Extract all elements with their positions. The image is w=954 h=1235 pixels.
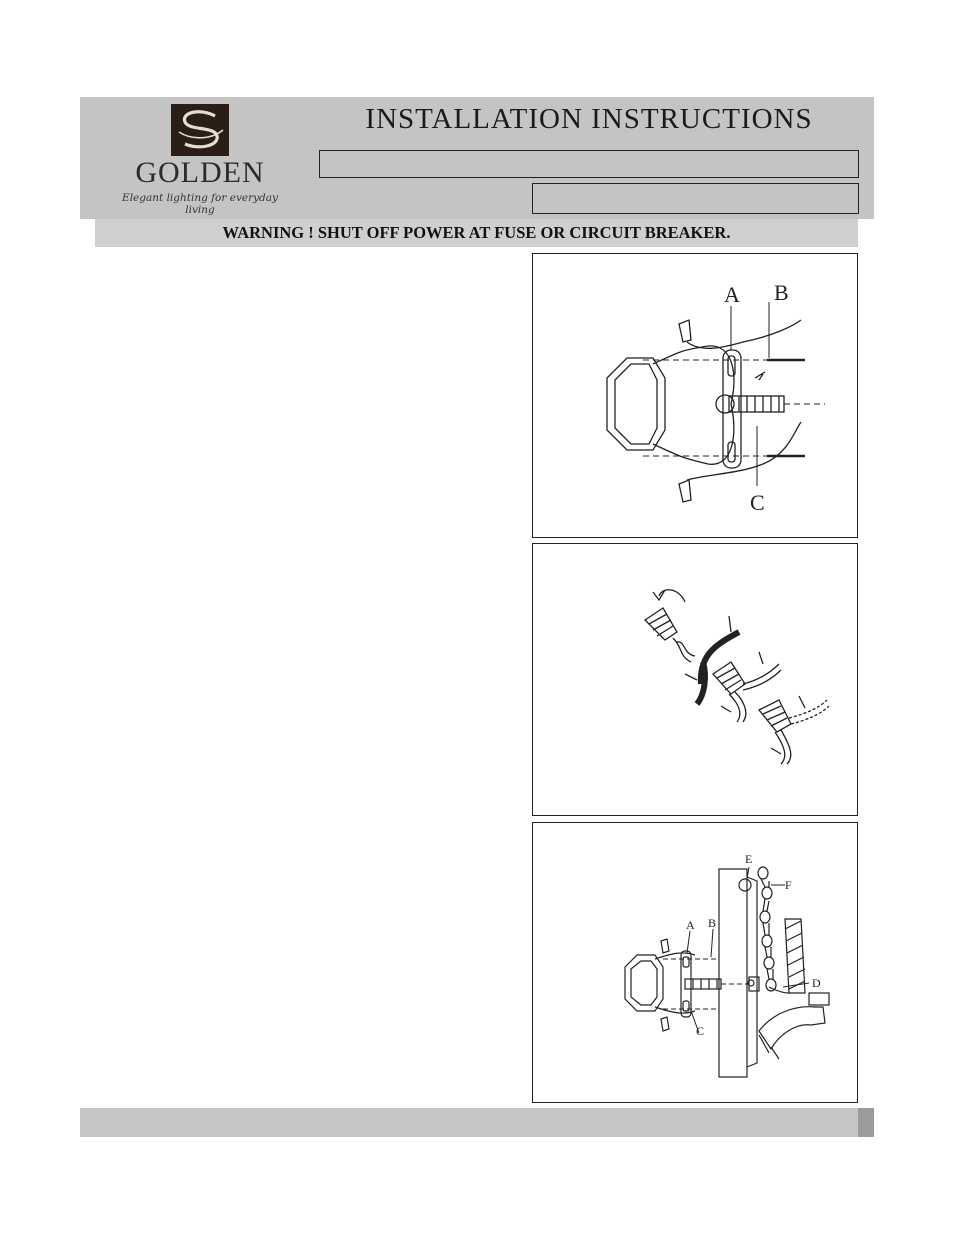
- brand-logo: [120, 100, 280, 218]
- mounting-bracket-diagram: [533, 254, 856, 536]
- diagram-panel-mounting-bracket: [532, 253, 858, 538]
- page-title: INSTALLATION INSTRUCTIONS: [365, 103, 813, 135]
- label-f: F: [785, 878, 792, 892]
- brand-tagline: Elegant lighting for everyday living: [122, 192, 278, 216]
- label-a: A: [724, 282, 740, 307]
- label-b: B: [708, 916, 717, 930]
- brand-name: GOLDEN: [135, 156, 265, 189]
- fixture-mounting-diagram: [533, 823, 856, 1101]
- label-b: B: [774, 280, 789, 305]
- model-number-field: [319, 150, 859, 178]
- logo-emblem: [171, 104, 229, 156]
- diagram-panel-wire-connection: [532, 543, 858, 816]
- label-d: D: [812, 976, 821, 990]
- item-number-field: [532, 183, 859, 214]
- label-c: C: [750, 490, 765, 515]
- wire-connection-diagram: [533, 544, 856, 814]
- diagram-panel-fixture-mounting: [532, 822, 858, 1103]
- label-e: E: [745, 852, 753, 866]
- footer-bar: [80, 1108, 874, 1137]
- footer-tab: [858, 1108, 874, 1137]
- warning-text: WARNING ! SHUT OFF POWER AT FUSE OR CIRCUIT BREAKER.: [222, 223, 731, 242]
- label-c: C: [696, 1024, 705, 1038]
- label-a: A: [686, 918, 695, 932]
- warning-banner: [95, 219, 858, 247]
